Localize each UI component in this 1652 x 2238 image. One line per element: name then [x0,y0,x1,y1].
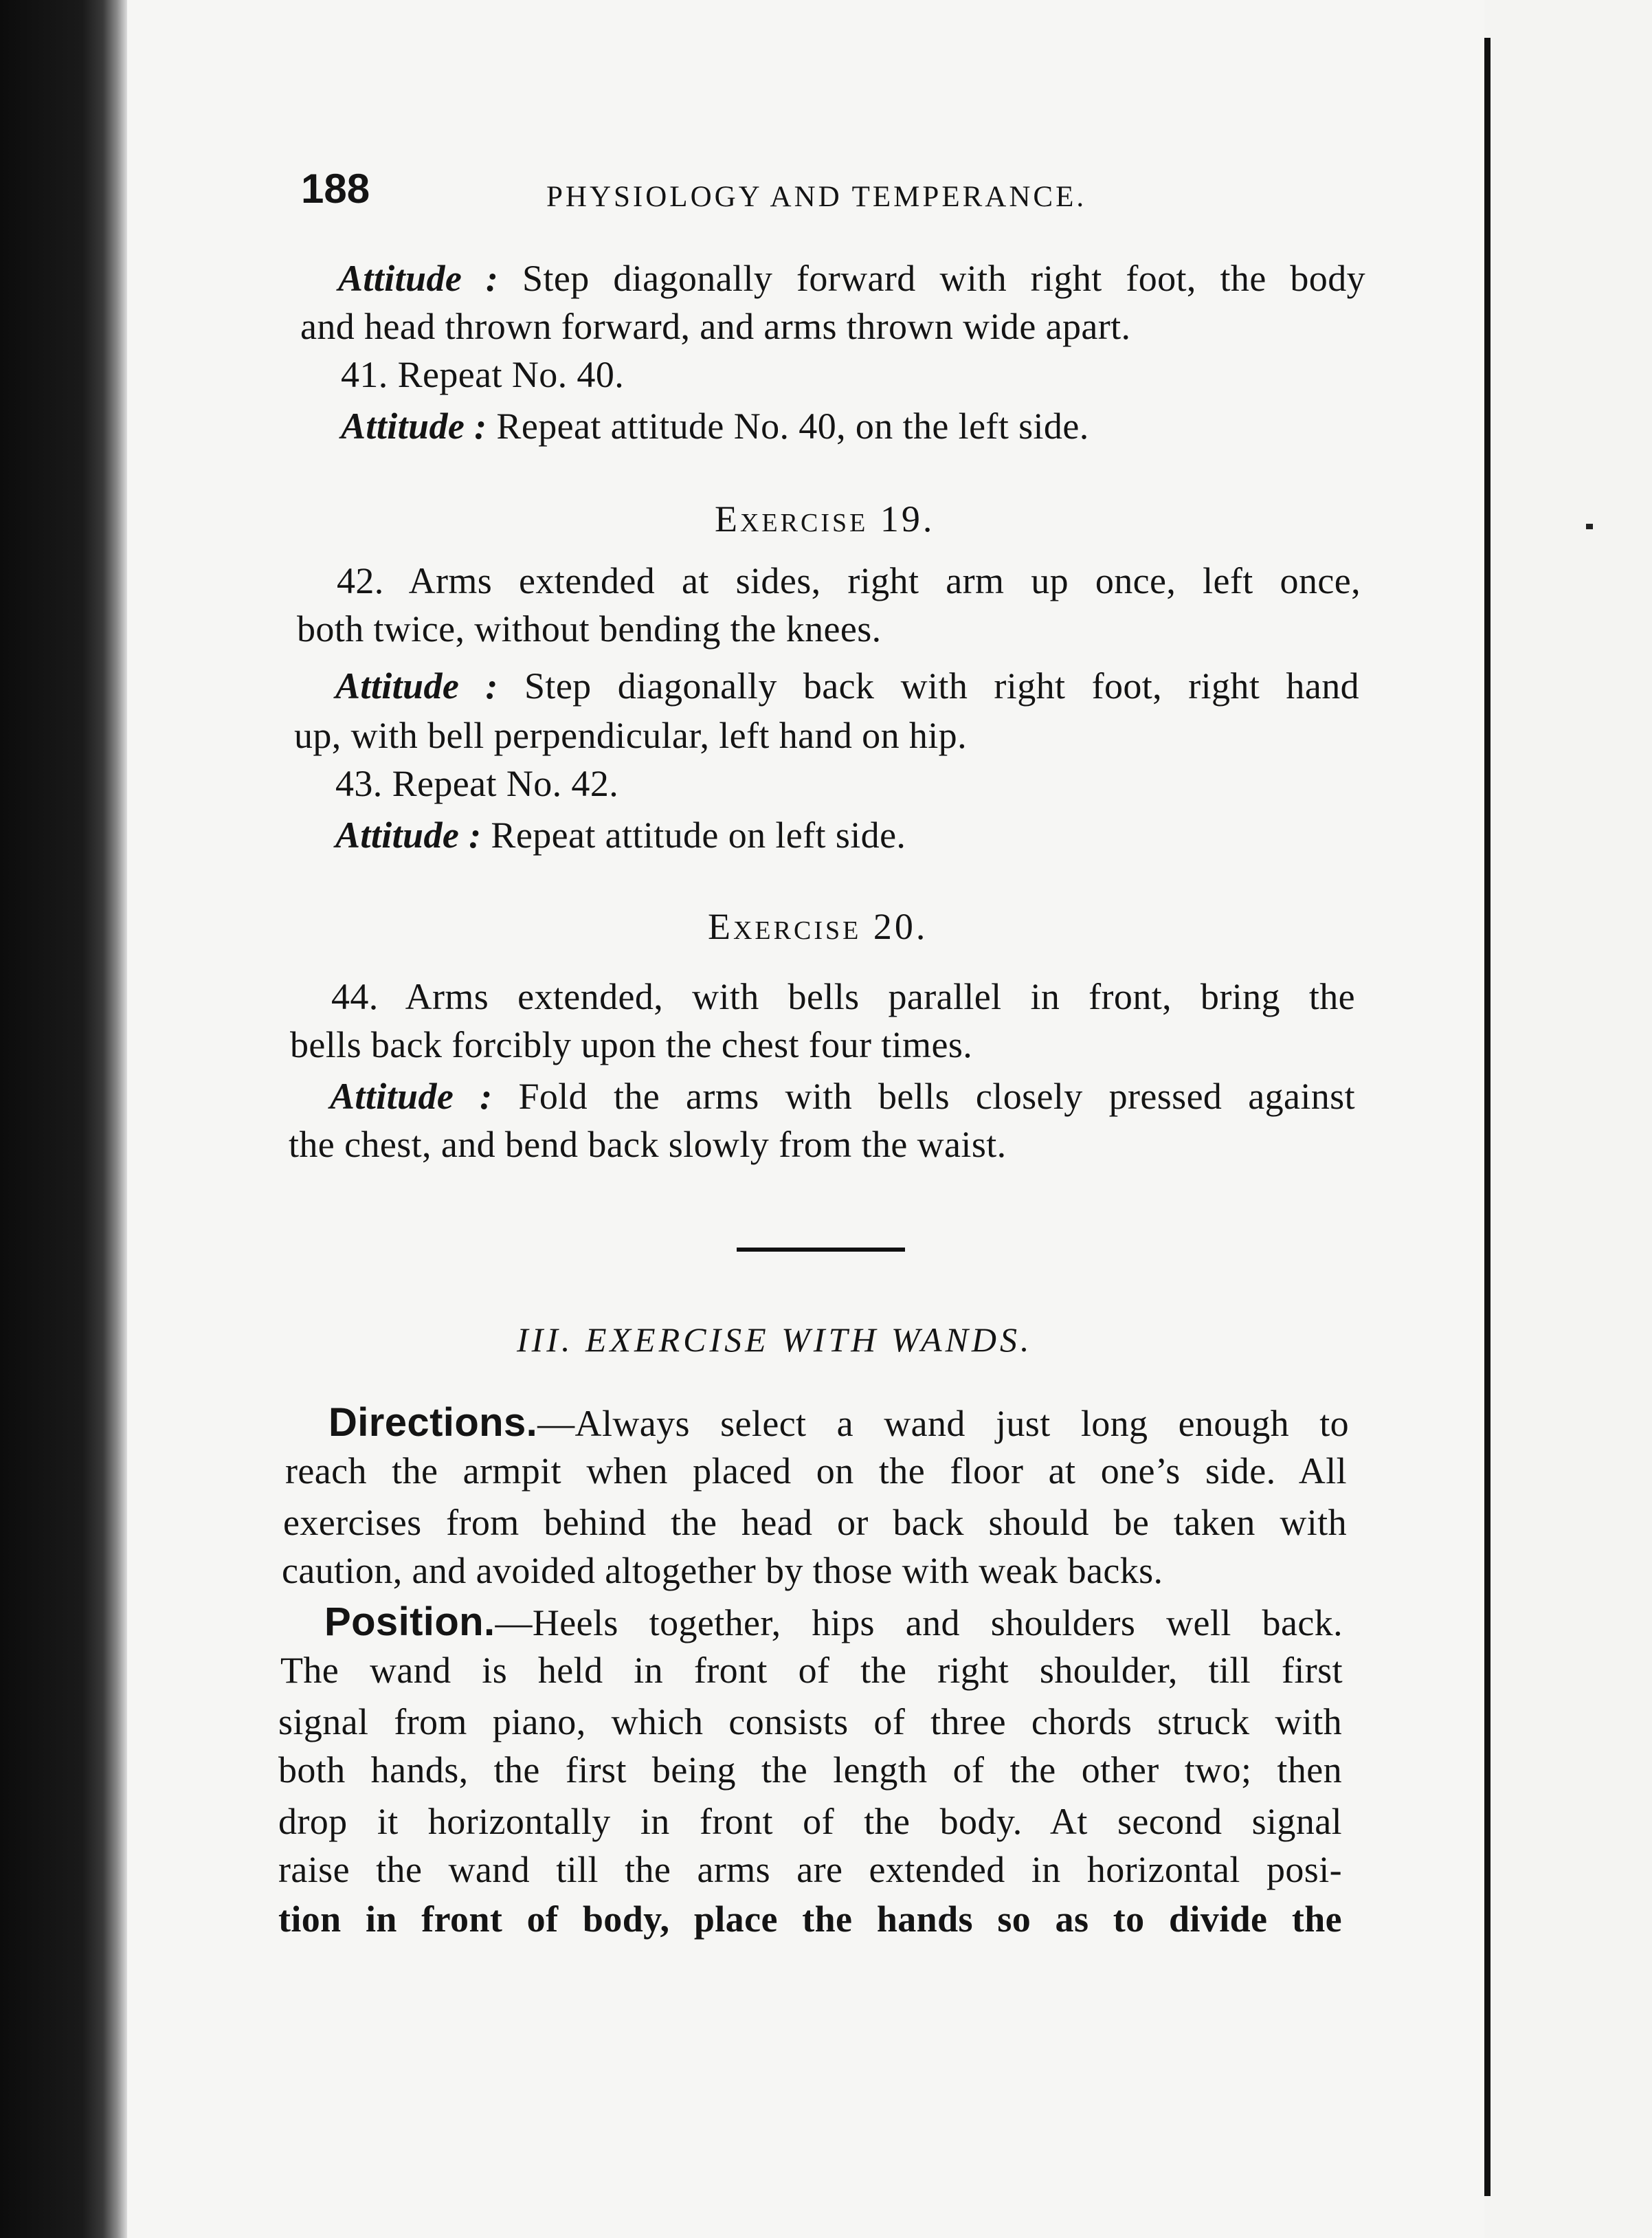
position-line-6: raise the wand till the arms are extended in horizontal posi- [278,1849,1342,1890]
attitude-text: Repeat attitude on left side. [491,815,906,856]
item-43: 43. Repeat No. 42. [335,763,619,804]
exercise-19-heading: Exercise 19. [715,498,935,540]
attitude-label: Attitude : [335,665,498,707]
position-line-7: tion in front of body, place the hands so as to divide the [278,1898,1342,1940]
attitude-40-line-1 [338,258,1365,299]
item-42-line-1: 42. Arms extended at sides, right arm up once, left once, [337,560,1361,601]
item-42-line-2: both twice, without bending the knees. [297,608,882,650]
section-divider-rule [737,1248,905,1252]
directions-line-3: exercises from behind the head or back should be taken with [283,1502,1347,1543]
page-number: 188 [301,166,370,212]
attitude-41 [341,406,1089,447]
item-41: 41. Repeat No. 40. [341,354,625,395]
position-text: —Heels together, hips and shoulders well back. [495,1602,1343,1643]
attitude-label: Attitude : [330,1076,493,1117]
page-edge-bar [1484,38,1491,2196]
position-label: Position. [324,1599,495,1644]
attitude-44-line-2: the chest, and bend back slowly from the waist. [289,1124,1007,1165]
position-line-1 [324,1599,1343,1644]
scan-mark [1586,524,1593,529]
attitude-label: Attitude : [338,258,499,299]
section-heading: III. EXERCISE WITH WANDS. [517,1320,1033,1359]
attitude-40-line-2: and head thrown forward, and arms thrown wide apart. [300,306,1131,347]
exercise-20-heading: Exercise 20. [708,906,928,947]
directions-line-4: caution, and avoided altogether by those with weak backs. [282,1550,1163,1591]
attitude-text: Step diagonally forward with right foot, the body [522,258,1365,299]
attitude-text: Step diagonally back with right foot, right hand [524,665,1359,707]
position-line-3: signal from piano, which consists of three chords struck with [278,1701,1342,1742]
position-line-2: The wand is held in front of the right shoulder, till first [280,1650,1343,1691]
attitude-label: Attitude : [335,815,482,856]
attitude-42-line-2: up, with bell perpendicular, left hand on hip. [294,715,967,756]
directions-label: Directions. [328,1400,538,1445]
position-line-5: drop it horizontally in front of the body. At second signal [278,1801,1342,1842]
book-binding-shadow [0,0,127,2238]
attitude-label: Attitude : [341,406,487,447]
attitude-text: Repeat attitude No. 40, on the left side. [496,406,1089,447]
position-line-4: both hands, the first being the length of the other two; then [278,1749,1342,1791]
directions-line-2: reach the armpit when placed on the floor at one’s side. All [285,1450,1347,1492]
directions-text: —Always select a wand just long enough to [537,1403,1349,1444]
item-44-line-1: 44. Arms extended, with bells parallel in front, bring the [331,976,1355,1017]
item-44-line-2: bells back forcibly upon the chest four times. [290,1024,973,1065]
attitude-text: Fold the arms with bells closely pressed against [518,1076,1355,1117]
attitude-42-line-1 [335,665,1359,707]
attitude-44-line-1 [330,1076,1355,1117]
attitude-43 [335,815,906,856]
directions-line-1 [328,1402,1349,1444]
running-title: PHYSIOLOGY AND TEMPERANCE. [546,181,1087,213]
